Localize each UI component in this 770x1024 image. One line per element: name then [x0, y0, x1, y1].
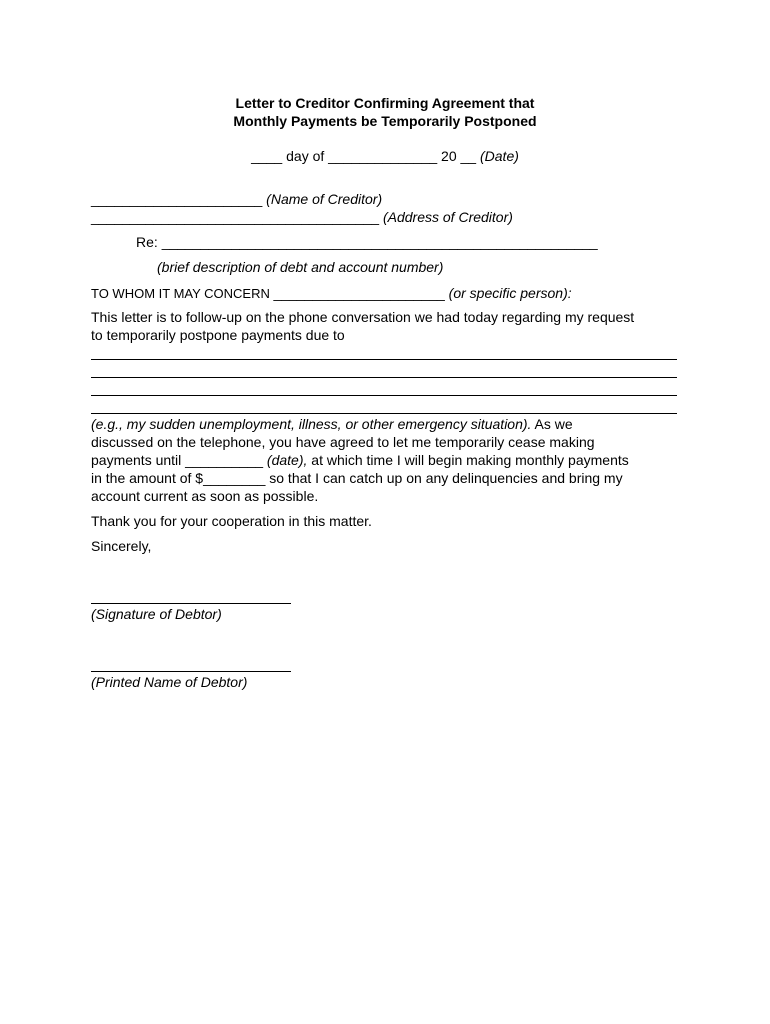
reason-rule-4 [91, 413, 677, 414]
example-line [91, 415, 573, 433]
month-blank: ______________ [328, 148, 438, 164]
day-of-text: day of [282, 148, 329, 164]
creditor-name-label: (Name of Creditor) [262, 191, 383, 207]
creditor-address-blank: _____________________________________ [91, 209, 380, 225]
date-label: (Date) [480, 148, 519, 164]
paragraph-line-4: in the amount of $________ so that I can catch up on any delinquencies and bring my [91, 470, 623, 486]
paragraph-line-2: discussed on the telephone, you have agreed to let me temporarily cease making [91, 434, 595, 450]
signature-rule [91, 603, 291, 604]
day-blank: ____ [251, 148, 283, 164]
paragraph-line-3 [91, 451, 629, 469]
title-line-1: Letter to Creditor Confirming Agreement that [235, 95, 535, 111]
printed-name-label: (Printed Name of Debtor) [91, 674, 248, 690]
paragraph-line-5: account current as soon as possible. [91, 488, 319, 504]
date-hint: (date), [266, 452, 308, 468]
printed-name-rule [91, 671, 291, 672]
re-description: (brief description of debt and account number) [157, 259, 444, 275]
creditor-name-line [91, 190, 382, 208]
reason-rule-3 [91, 395, 677, 396]
title-line-2: Monthly Payments be Temporarily Postponed [233, 113, 537, 129]
reason-rule-2 [91, 377, 677, 378]
signature-label: (Signature of Debtor) [91, 606, 222, 622]
date-line [0, 147, 770, 165]
creditor-address-label: (Address of Creditor) [379, 209, 513, 225]
salutation-label: (or specific person): [444, 285, 572, 301]
salutation-text: TO WHOM IT MAY CONCERN [91, 286, 274, 301]
monthly-payments-text: at which time I will begin making monthly payments [307, 452, 629, 468]
reason-rule-1 [91, 359, 677, 360]
salutation-line [91, 284, 572, 303]
after-example-text: As we [531, 416, 573, 432]
creditor-address-line [91, 208, 513, 226]
year-text: 20 __ [437, 148, 480, 164]
thanks-line: Thank you for your cooperation in this matter. [91, 513, 372, 529]
payments-until-text: payments until __________ [91, 452, 267, 468]
creditor-name-blank: ______________________ [91, 191, 263, 207]
re-blank: ________________________________________________________ [161, 234, 598, 250]
re-line [136, 233, 598, 251]
intro-line-1: This letter is to follow-up on the phone conversation we had today regarding my request [91, 309, 635, 325]
example-text: (e.g., my sudden unemployment, illness, or other emergency situation). [91, 416, 532, 432]
intro-line-2: to temporarily postpone payments due to [91, 327, 345, 343]
re-label: Re: [136, 234, 162, 250]
salutation-blank: ______________________ [273, 285, 445, 301]
closing-line: Sincerely, [91, 538, 152, 554]
